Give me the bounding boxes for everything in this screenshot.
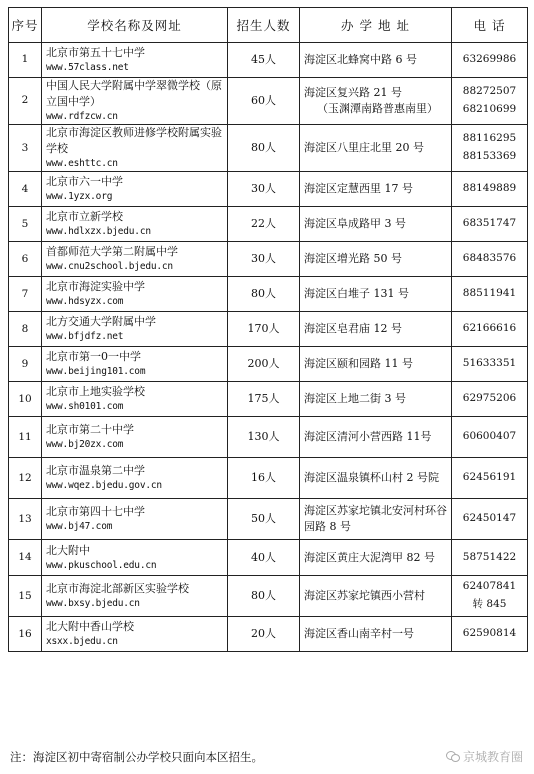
footer-note: 注：海淀区初中寄宿制公办学校只面向本区招生。 [10, 750, 263, 764]
footer [8, 744, 527, 770]
school-website: www.hdsyzx.com [46, 296, 124, 308]
wechat-icon [446, 751, 460, 762]
cell-seq: 4 [9, 172, 42, 207]
address-main: 海淀区阜成路甲 3 号 [304, 217, 406, 231]
table-row [9, 458, 528, 499]
cell-address [300, 499, 452, 540]
school-name: 北京市第二十中学 [46, 423, 134, 437]
cell-quota: 60人 [228, 78, 300, 125]
header-address: 办 学 地 址 [300, 8, 452, 43]
cell-phone [452, 382, 528, 417]
school-name: 北京市六一中学 [46, 175, 123, 189]
cell-address [300, 347, 452, 382]
cell-school [42, 382, 228, 417]
cell-quota: 20人 [228, 617, 300, 652]
school-website: www.sh0101.com [46, 401, 124, 413]
table-row [9, 617, 528, 652]
cell-address [300, 43, 452, 78]
cell-address [300, 312, 452, 347]
cell-quota: 200人 [228, 347, 300, 382]
table-row [9, 242, 528, 277]
phone-number: 68483576 [462, 252, 517, 265]
address-main: 海淀区八里庄北里 20 号 [304, 141, 424, 155]
cell-school [42, 540, 228, 576]
cell-seq: 10 [9, 382, 42, 417]
school-website: www.cnu2school.bjedu.cn [46, 261, 173, 273]
table-row [9, 382, 528, 417]
table-row [9, 43, 528, 78]
address-main: 海淀区定慧西里 17 号 [304, 182, 413, 196]
phone-number: 68210699 [462, 103, 517, 116]
school-name: 北京市海淀实验中学 [46, 280, 145, 294]
cell-seq: 2 [9, 78, 42, 125]
cell-seq: 15 [9, 576, 42, 617]
cell-quota: 50人 [228, 499, 300, 540]
cell-quota: 80人 [228, 576, 300, 617]
cell-phone [452, 43, 528, 78]
cell-address [300, 172, 452, 207]
table-row [9, 347, 528, 382]
cell-seq: 7 [9, 277, 42, 312]
cell-phone [452, 277, 528, 312]
cell-quota: 16人 [228, 458, 300, 499]
school-name: 北大附中香山学校 [46, 620, 134, 634]
phone-number: 51633351 [462, 357, 517, 370]
school-name: 北京市温泉第二中学 [46, 464, 145, 478]
cell-address [300, 382, 452, 417]
table-row [9, 576, 528, 617]
school-website: www.pkuschool.edu.cn [46, 559, 157, 571]
cell-phone [452, 576, 528, 617]
cell-quota: 130人 [228, 417, 300, 458]
cell-seq: 13 [9, 499, 42, 540]
school-name: 中国人民大学附属中学翠微学校（原立国中学） [46, 79, 222, 108]
cell-school [42, 458, 228, 499]
school-website: www.beijing101.com [46, 366, 146, 378]
address-main: 海淀区北蜂窝中路 6 号 [304, 53, 417, 67]
cell-address [300, 417, 452, 458]
phone-number: 60600407 [462, 430, 517, 443]
address-sub: （玉渊潭南路普惠南里） [317, 102, 438, 116]
table-row [9, 207, 528, 242]
school-name: 北京市海淀北部新区实验学校 [46, 582, 189, 596]
header-seq: 序号 [9, 8, 42, 43]
address-main: 海淀区颐和园路 11 号 [304, 357, 413, 371]
table-row [9, 499, 528, 540]
cell-address [300, 242, 452, 277]
cell-quota: 30人 [228, 242, 300, 277]
cell-address [300, 617, 452, 652]
school-website: www.bj47.com [46, 521, 113, 533]
cell-school [42, 43, 228, 78]
phone-number: 58751422 [462, 550, 517, 563]
table-header-row [9, 8, 528, 43]
cell-phone [452, 312, 528, 347]
school-website: www.rdfzcw.cn [46, 110, 118, 122]
header-school: 学校名称及网址 [42, 8, 228, 43]
cell-phone [452, 242, 528, 277]
cell-school [42, 207, 228, 242]
cell-seq: 16 [9, 617, 42, 652]
header-phone: 电 话 [452, 8, 528, 43]
cell-seq: 11 [9, 417, 42, 458]
school-website: www.bj20zx.com [46, 439, 124, 451]
phone-number: 63269986 [462, 53, 517, 66]
table-body [9, 43, 528, 652]
phone-number: 62407841 [462, 580, 517, 593]
cell-address [300, 207, 452, 242]
table-row [9, 312, 528, 347]
cell-phone [452, 172, 528, 207]
cell-school [42, 78, 228, 125]
cell-phone [452, 540, 528, 576]
cell-school [42, 312, 228, 347]
school-website: xsxx.bjedu.cn [46, 636, 118, 648]
cell-seq: 8 [9, 312, 42, 347]
cell-quota: 30人 [228, 172, 300, 207]
schools-table [8, 7, 528, 652]
school-name: 北方交通大学附属中学 [46, 315, 156, 329]
address-main: 海淀区皂君庙 12 号 [304, 322, 402, 336]
address-main: 海淀区上地二街 3 号 [304, 392, 406, 406]
cell-phone [452, 617, 528, 652]
school-name: 北京市第五十七中学 [46, 45, 145, 59]
cell-address [300, 540, 452, 576]
cell-quota: 170人 [228, 312, 300, 347]
school-name: 北京市第一0一中学 [46, 350, 141, 364]
cell-quota: 45人 [228, 43, 300, 78]
cell-school [42, 347, 228, 382]
school-website: www.eshttc.cn [46, 158, 118, 169]
phone-number: 62166616 [462, 322, 517, 335]
address-main: 海淀区复兴路 21 号 [304, 86, 402, 100]
cell-school [42, 277, 228, 312]
cell-seq: 5 [9, 207, 42, 242]
school-name: 北京市上地实验学校 [46, 385, 145, 399]
cell-address [300, 576, 452, 617]
cell-seq: 6 [9, 242, 42, 277]
phone-number: 88272507 [462, 85, 517, 98]
address-main: 海淀区苏家坨镇北安河村环谷园路 8 号 [304, 504, 447, 534]
watermark [446, 744, 523, 770]
table-row [9, 540, 528, 576]
address-main: 海淀区苏家坨镇西小营村 [304, 589, 425, 603]
school-name: 北大附中 [46, 543, 90, 557]
school-website: www.wqez.bjedu.gov.cn [46, 480, 162, 492]
cell-phone [452, 78, 528, 125]
phone-number: 88153369 [462, 150, 517, 163]
school-website: www.bfjdfz.net [46, 331, 124, 343]
header-quota: 招生人数 [228, 8, 300, 43]
phone-number: 88149889 [462, 182, 517, 195]
school-name: 首都师范大学第二附属中学 [46, 245, 178, 259]
cell-phone [452, 458, 528, 499]
phone-number: 62450147 [462, 512, 517, 525]
school-website: www.57class.net [46, 61, 129, 73]
school-website: www.hdlxzx.bjedu.cn [46, 226, 151, 238]
cell-phone [452, 207, 528, 242]
school-name: 北京市海淀区教师进修学校附属实验学校 [46, 126, 222, 156]
cell-seq: 3 [9, 125, 42, 172]
address-main: 海淀区温泉镇杯山村 2 号院 [304, 471, 439, 485]
address-main: 海淀区清河小营西路 11号 [304, 430, 432, 444]
cell-quota: 175人 [228, 382, 300, 417]
table-row [9, 78, 528, 125]
cell-seq: 12 [9, 458, 42, 499]
cell-address [300, 78, 452, 125]
cell-address [300, 277, 452, 312]
cell-school [42, 242, 228, 277]
cell-address [300, 458, 452, 499]
school-name: 北京市立新学校 [46, 210, 123, 224]
cell-phone [452, 125, 528, 172]
cell-seq: 9 [9, 347, 42, 382]
cell-seq: 14 [9, 540, 42, 576]
cell-phone [452, 417, 528, 458]
address-main: 海淀区增光路 50 号 [304, 252, 402, 266]
cell-seq: 1 [9, 43, 42, 78]
phone-number: 62456191 [462, 471, 517, 484]
phone-number: 转 845 [472, 598, 507, 611]
school-website: www.1yzx.org [46, 191, 113, 203]
cell-school [42, 617, 228, 652]
table-row [9, 277, 528, 312]
cell-phone [452, 499, 528, 540]
phone-number: 62975206 [462, 392, 517, 405]
phone-number: 68351747 [462, 217, 517, 230]
cell-quota: 22人 [228, 207, 300, 242]
school-website: www.bxsy.bjedu.cn [46, 598, 140, 610]
address-main: 海淀区香山南辛村一号 [304, 627, 414, 641]
cell-school [42, 417, 228, 458]
cell-quota: 80人 [228, 125, 300, 172]
address-main: 海淀区黄庄大泥湾甲 82 号 [304, 550, 435, 564]
cell-quota: 80人 [228, 277, 300, 312]
cell-address [300, 125, 452, 172]
watermark-text: 京城教育圈 [462, 750, 523, 764]
table-row [9, 417, 528, 458]
cell-quota: 40人 [228, 540, 300, 576]
phone-number: 62590814 [462, 627, 517, 640]
school-name: 北京市第四十七中学 [46, 505, 145, 519]
phone-number: 88511941 [462, 287, 517, 300]
cell-school [42, 576, 228, 617]
cell-school [42, 499, 228, 540]
cell-school [42, 172, 228, 207]
cell-school [42, 125, 228, 172]
address-main: 海淀区白堆子 131 号 [304, 287, 409, 301]
phone-number: 88116295 [462, 132, 517, 145]
table-row [9, 172, 528, 207]
table-row [9, 125, 528, 172]
cell-phone [452, 347, 528, 382]
